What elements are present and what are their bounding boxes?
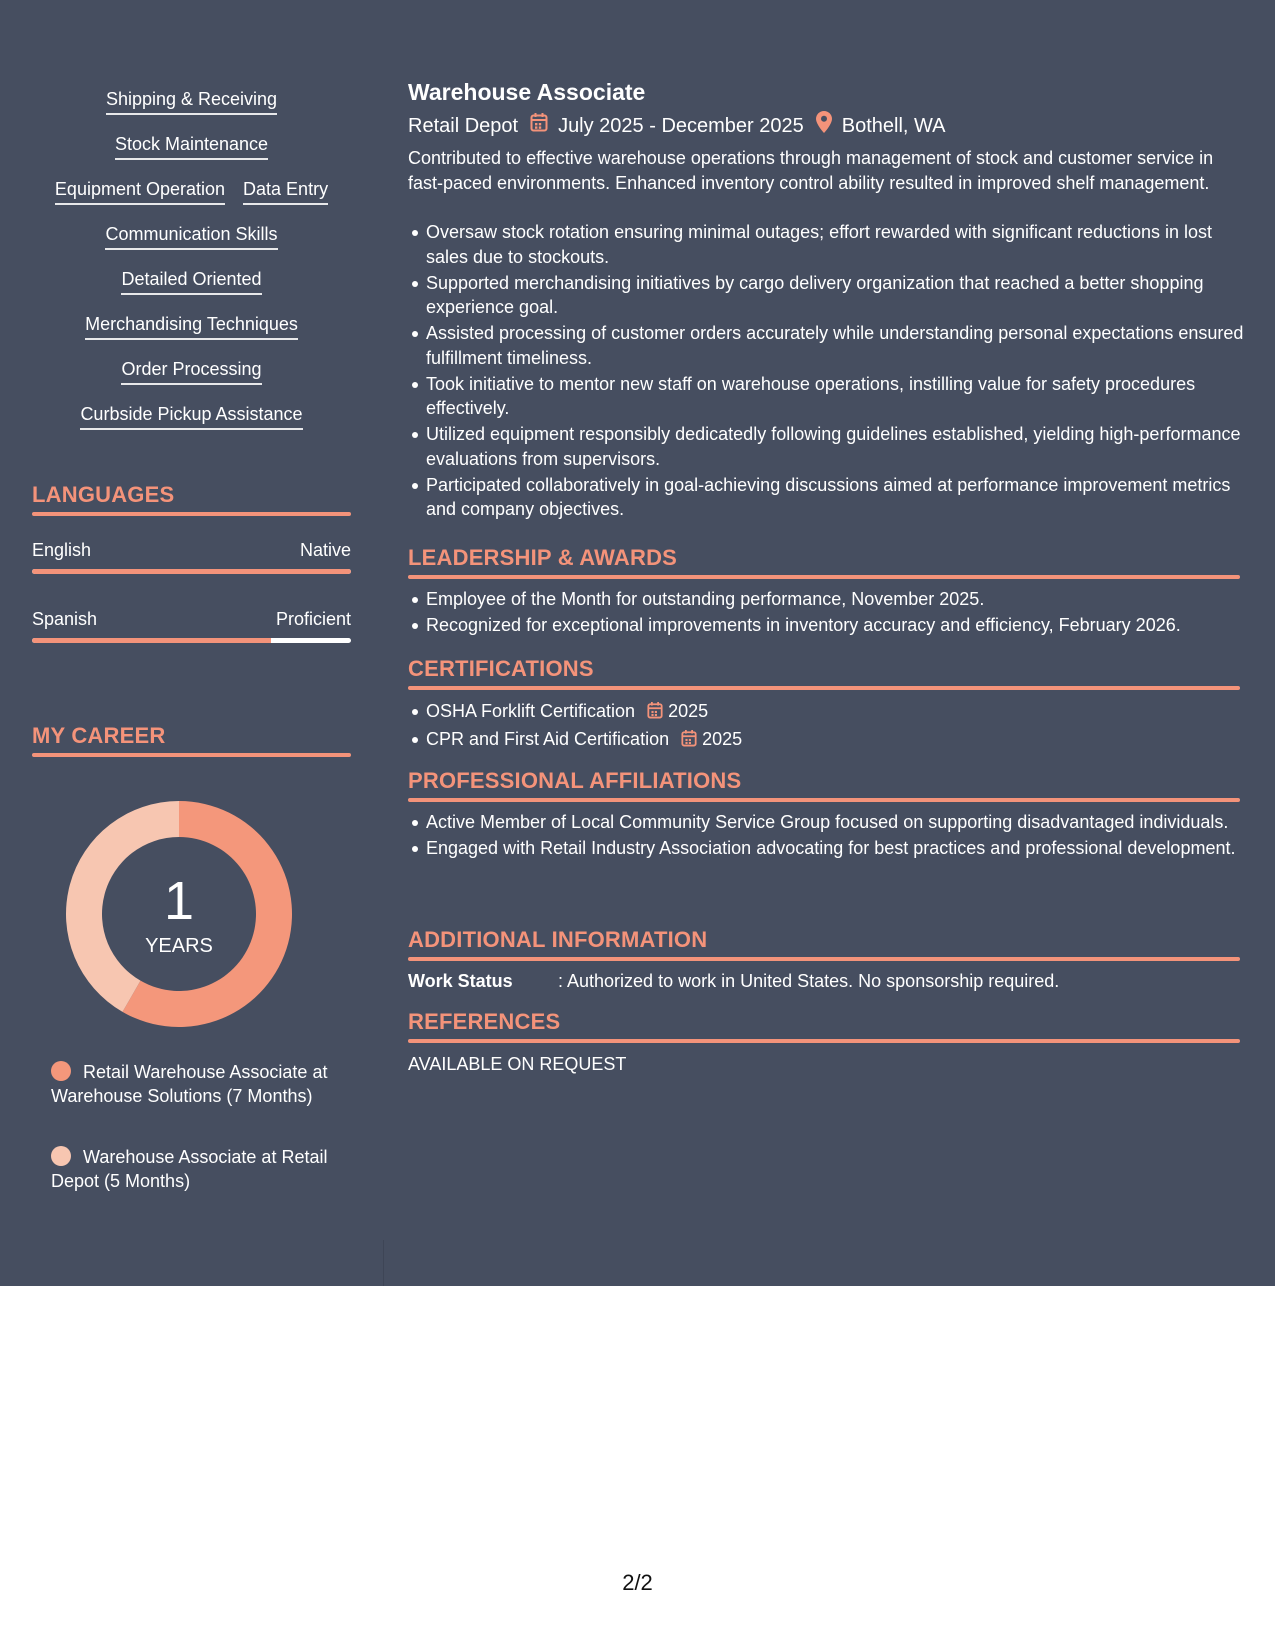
list-item: Utilized equipment responsibly dedicatedly following guidelines established, yielding high-performance evaluations from supervisors.: [426, 422, 1258, 471]
skill-row: [32, 268, 351, 295]
leadership-heading: LEADERSHIP & AWARDS: [408, 545, 678, 570]
legend-dot-icon: [51, 1061, 71, 1081]
skill-tag: Order Processing: [121, 358, 261, 385]
certification-name: OSHA Forklift Certification: [426, 701, 636, 721]
references-rule: [408, 1039, 1240, 1043]
location-pin-icon: [816, 111, 832, 140]
list-item: Took initiative to mentor new staff on warehouse operations, instilling value for safety procedures effectively.: [426, 372, 1258, 421]
affiliations-rule: [408, 798, 1240, 802]
work-status-label: Work Status: [408, 971, 513, 991]
languages-rule: [32, 512, 351, 516]
language-english: [32, 539, 351, 561]
skill-row: [32, 133, 351, 160]
language-bar-fill: [32, 638, 271, 643]
references-text: AVAILABLE ON REQUEST: [408, 1054, 627, 1074]
language-bar: [32, 638, 351, 643]
skill-row: [32, 403, 351, 430]
skill-tag: Data Entry: [243, 178, 328, 205]
job-meta: [408, 111, 946, 140]
certification-year: 2025: [668, 701, 709, 721]
skill-row: [32, 88, 351, 115]
language-name: English: [32, 540, 92, 560]
certifications-heading: CERTIFICATIONS: [408, 656, 594, 681]
skill-row: [32, 358, 351, 385]
career-heading: MY CAREER: [32, 723, 166, 748]
skill-tag: Communication Skills: [105, 223, 277, 250]
language-spanish: [32, 608, 351, 630]
list-item: [426, 699, 1258, 726]
list-item: Engaged with Retail Industry Association advocating for best practices and professional development.: [426, 836, 1258, 861]
job-location: Bothell, WA: [841, 114, 946, 137]
list-item: [426, 727, 1258, 754]
job-company: Retail Depot: [408, 114, 519, 137]
job-summary: Contributed to effective warehouse operations through management of stock and customer service in fast-paced environments. Enhanced inventory control ability resulted in improved shelf management.: [408, 148, 1214, 193]
affiliations-list: [408, 810, 1258, 862]
skill-row: [32, 178, 351, 205]
page-number: 2/2: [622, 1570, 653, 1595]
job-title: Warehouse Associate: [408, 79, 646, 105]
skill-tag: Detailed Oriented: [121, 268, 261, 295]
calendar-icon: [647, 701, 663, 726]
additional-rule: [408, 957, 1240, 961]
list-item: Participated collaboratively in goal-achieving discussions aimed at performance improvement metrics and company objectives.: [426, 473, 1258, 522]
language-bar-fill: [32, 569, 351, 574]
list-item: Active Member of Local Community Service Group focused on supporting disadvantaged individuals.: [426, 810, 1258, 835]
career-rule: [32, 753, 351, 757]
list-item: Oversaw stock rotation ensuring minimal outages; effort rewarded with significant reductions in lost sales due to stockouts.: [426, 220, 1258, 269]
list-item: Employee of the Month for outstanding performance, November 2025.: [426, 587, 1258, 612]
certification-name: CPR and First Aid Certification: [426, 729, 670, 749]
leadership-rule: [408, 575, 1240, 579]
skill-tag: Stock Maintenance: [115, 133, 268, 160]
job-bullets: [408, 220, 1258, 523]
career-total-number: 1: [163, 871, 195, 931]
skill-row: [32, 223, 351, 250]
languages-heading: LANGUAGES: [32, 482, 175, 507]
leadership-list: [408, 587, 1258, 639]
references-heading: REFERENCES: [408, 1009, 561, 1034]
work-status: [408, 969, 1059, 993]
calendar-icon: [530, 112, 548, 139]
skill-tag: Curbside Pickup Assistance: [80, 403, 302, 430]
career-legend-label: Warehouse Associate at Retail Depot (5 Months): [51, 1147, 328, 1191]
additional-heading: ADDITIONAL INFORMATION: [408, 927, 708, 952]
career-total-unit: YEARS: [145, 935, 213, 957]
certifications-rule: [408, 686, 1240, 690]
career-legend-item: [51, 1145, 331, 1193]
list-item: Supported merchandising initiatives by cargo delivery organization that reached a better shopping experience goal.: [426, 271, 1258, 320]
calendar-icon: [681, 729, 697, 754]
affiliations-heading: PROFESSIONAL AFFILIATIONS: [408, 768, 742, 793]
job-dates: July 2025 - December 2025: [558, 114, 804, 137]
legend-dot-icon: [51, 1146, 71, 1166]
certifications-list: [408, 699, 1258, 755]
list-item: Recognized for exceptional improvements in inventory accuracy and efficiency, February 2026.: [426, 613, 1258, 638]
column-divider: [383, 1240, 384, 1286]
career-legend-label: Retail Warehouse Associate at Warehouse Solutions (7 Months): [51, 1062, 328, 1106]
career-donut-chart: [66, 801, 292, 1027]
language-level: Native: [299, 540, 351, 560]
skill-tag: Equipment Operation: [55, 178, 225, 205]
language-level: Proficient: [275, 609, 351, 629]
certification-year: 2025: [702, 729, 743, 749]
work-status-value: : Authorized to work in United States. No sponsorship required.: [558, 971, 1060, 991]
skill-tag: Merchandising Techniques: [85, 313, 298, 340]
language-bar: [32, 569, 351, 574]
language-name: Spanish: [32, 609, 98, 629]
list-item: Assisted processing of customer orders accurately while understanding personal expectations ensured fulfillment timeliness.: [426, 321, 1258, 370]
skill-row: [32, 313, 351, 340]
career-legend-item: [51, 1060, 331, 1108]
skill-tag: Shipping & Receiving: [106, 88, 277, 115]
